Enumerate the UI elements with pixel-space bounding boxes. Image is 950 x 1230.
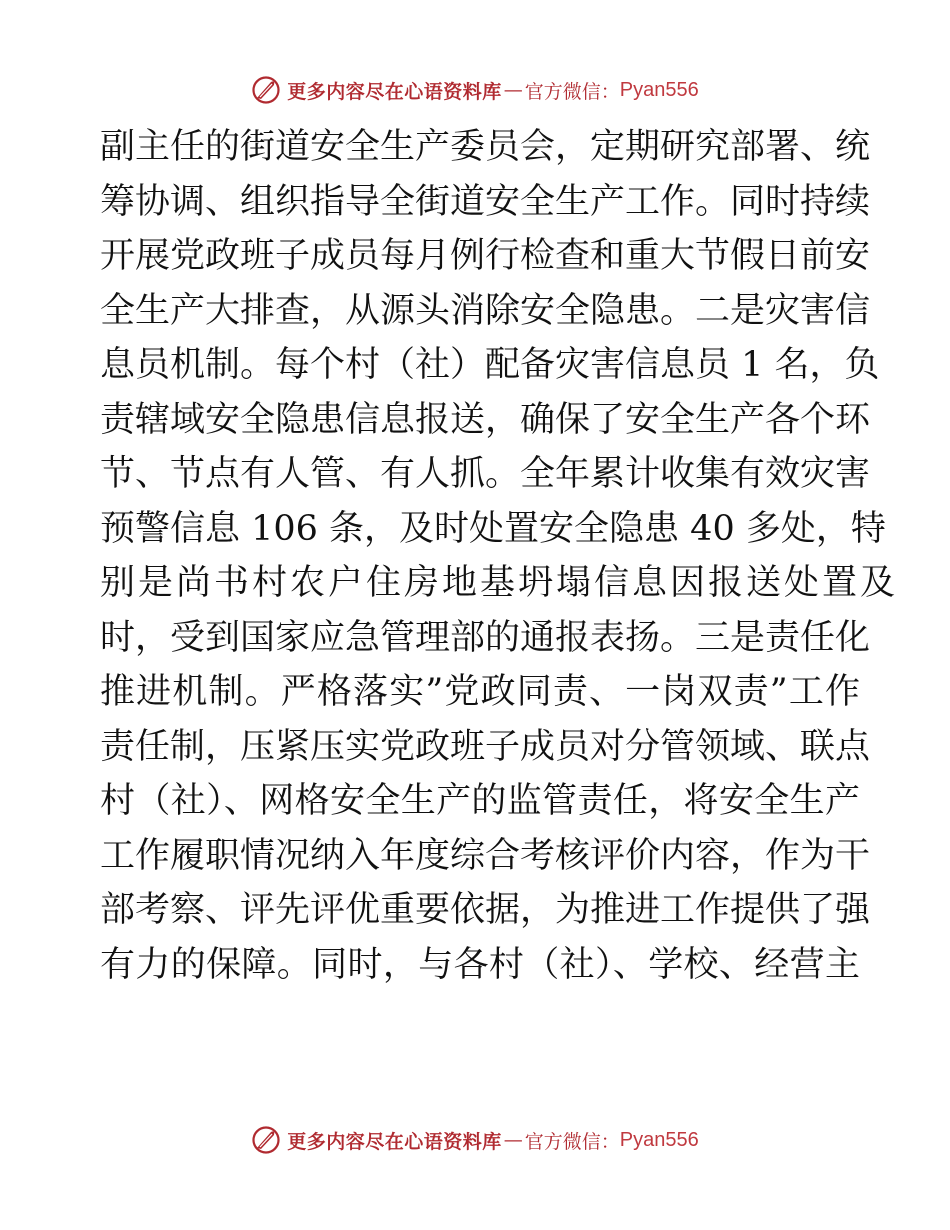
watermark-title: 更多内容尽在心语资料库 [287, 80, 502, 103]
watermark-account: Pyan556 [619, 1128, 699, 1151]
text-line: 部考察、评先评优重要依据，为推进工作提供了强 [100, 890, 871, 930]
text-line: 有力的保障。同时，与各村（社）、学校、经营主 [100, 944, 860, 985]
watermark-wechat-label: 官方微信： [524, 1130, 620, 1153]
watermark-wechat-label: 官方微信： [524, 80, 620, 103]
text-line: 责辖域安全隐患信息报送，确保了安全生产各个环 [100, 399, 871, 440]
text-line: 预警信息 106 条，及时处置安全隐患 40 多处，特 [100, 508, 886, 549]
text-line: 别是尚书村农户住房地基坍塌信息因报送处置及 [100, 563, 899, 603]
text-line: 息员机制。每个村（社）配备灾害信息员 1 名，负 [100, 345, 880, 385]
watermark-dash: — [503, 79, 523, 101]
watermark-account: Pyan556 [619, 78, 699, 101]
watermark-title: 更多内容尽在心语资料库 [287, 1130, 502, 1153]
text-line: 工作履职情况纳入年度综合考核评价内容，作为干 [100, 835, 871, 876]
text-line: 开展党政班子成员每月例行检查和重大节假日前安 [100, 236, 871, 276]
text-line: 时，受到国家应急管理部的通报表扬。三是责任化 [100, 617, 871, 658]
quill-logo-icon [251, 1125, 281, 1155]
header-watermark [0, 70, 950, 110]
watermark-dash: — [503, 1129, 523, 1151]
text-line: 推进机制。严格落实”党政同责、一岗双责”工作 [100, 672, 860, 712]
text-line: 责任制，压紧压实党政班子成员对分管领域、联点 [100, 726, 871, 767]
footer-watermark [0, 1120, 950, 1160]
document-body [100, 120, 899, 992]
text-line: 全生产大排查，从源头消除安全隐患。二是灾害信 [100, 290, 871, 331]
text-line: 村（社）、网格安全生产的监管责任，将安全生产 [100, 781, 860, 821]
text-line: 副主任的街道安全生产委员会，定期研究部署、统 [100, 127, 871, 167]
text-line: 筹协调、组织指导全街道安全生产工作。同时持续 [100, 181, 871, 222]
quill-logo-icon [251, 75, 281, 105]
text-line: 节、节点有人管、有人抓。全年累计收集有效灾害 [100, 454, 871, 494]
